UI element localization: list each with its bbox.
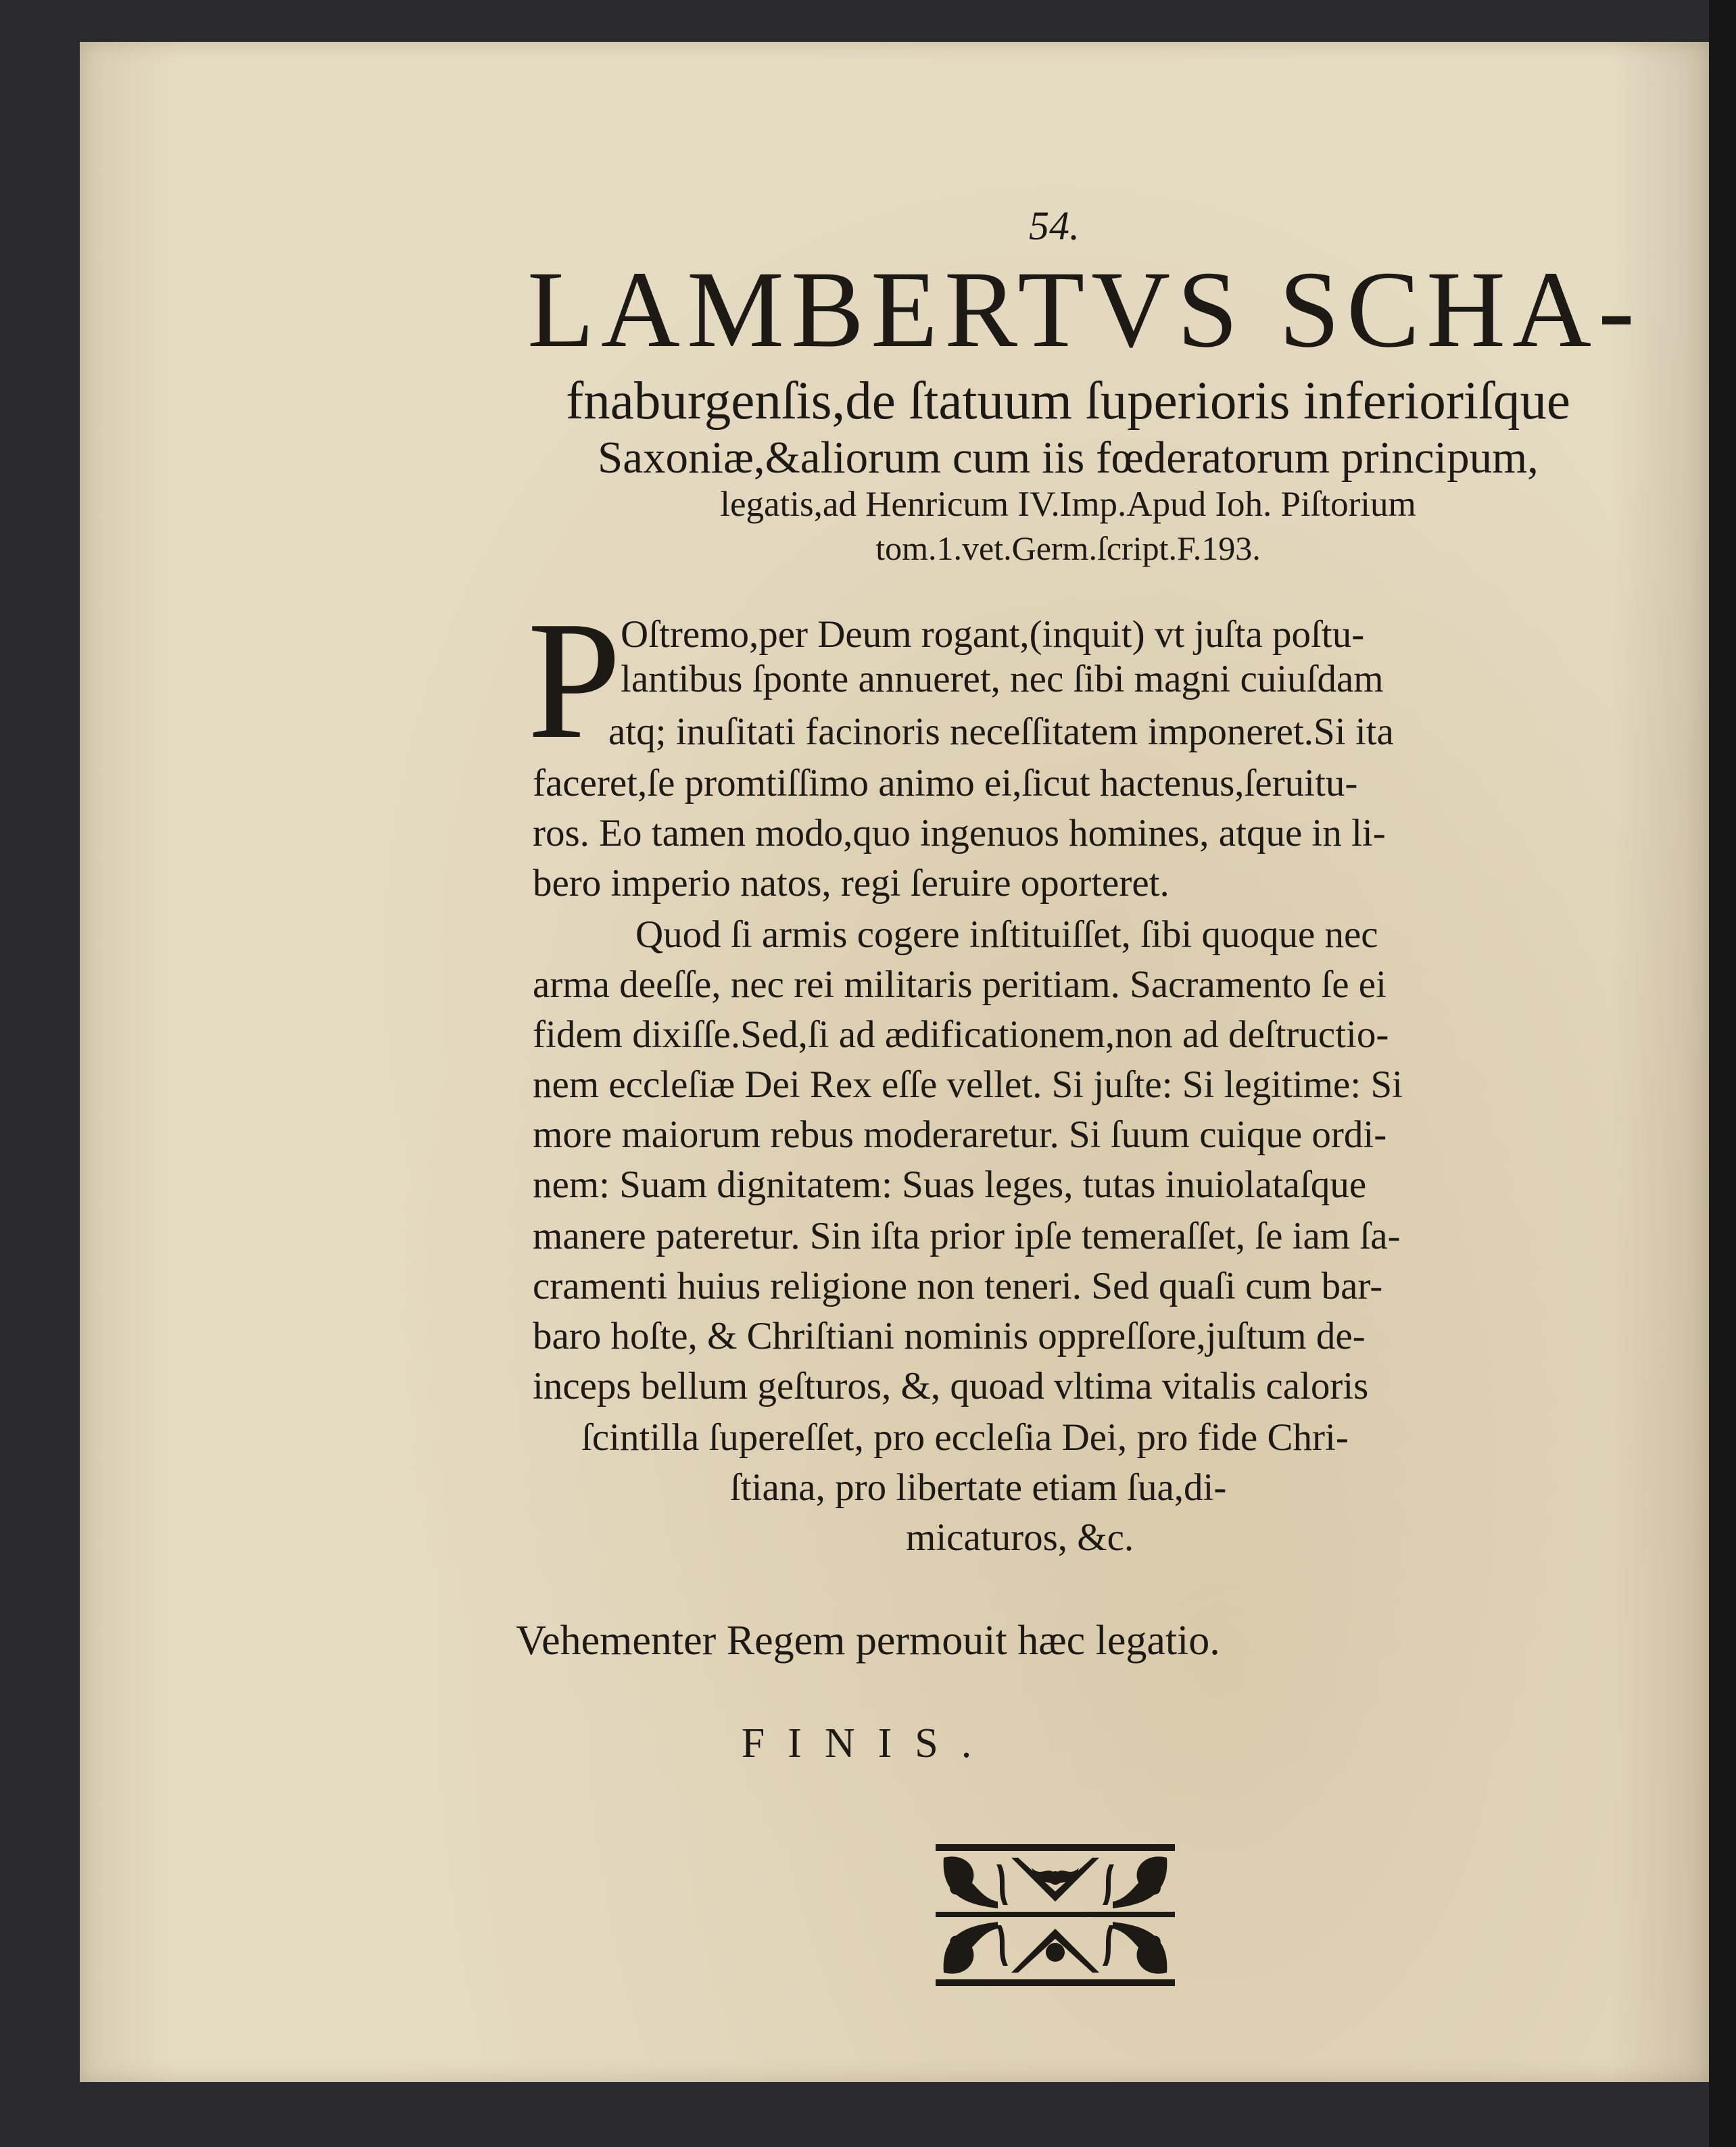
body-line: manere pateretur. Sin iſta prior ipſe temeraſſet, ſe iam ſa-	[533, 1215, 1401, 1257]
body-line: Quod ſi armis cogere inſtituiſſet, ſibi quoque nec	[635, 913, 1378, 956]
heading-line-2: Saxoniæ,&aliorum cum iis fœderatorum principum,	[598, 433, 1539, 483]
body-line: Oſtremo,per Deum rogant,(inquit) vt juſta poſtu-	[621, 613, 1365, 656]
body-line: atq; inuſitati facinoris neceſſitatem imponeret.Si ita	[608, 710, 1394, 753]
body-line: bero imperio natos, regi ſeruire oporteret.	[533, 862, 1170, 904]
body-line: micaturos, &c.	[906, 1516, 1134, 1559]
body-line: nem: Suam dignitatem: Suas leges, tutas inuiolataſque	[533, 1163, 1367, 1206]
body-line: ſtiana, pro libertate etiam ſua,di-	[730, 1466, 1227, 1509]
body-line: ſcintilla ſupereſſet, pro eccleſia Dei, pro fide Chri-	[581, 1416, 1349, 1459]
body-line: ros. Eo tamen modo,quo ingenuos homines, atque in li-	[533, 812, 1386, 854]
page-number: 54.	[1029, 203, 1080, 248]
body-line: more maiorum rebus moderaretur. Si ſuum cuique ordi-	[533, 1113, 1387, 1156]
body-line: lantibus ſponte annueret, nec ſibi magni cuiuſdam	[621, 658, 1384, 700]
drop-cap: P	[527, 587, 622, 774]
printer-ornament-icon	[930, 1837, 1180, 1993]
body-line: cramenti huius religione non teneri. Sed quaſi cum bar-	[533, 1265, 1383, 1307]
heading-line-4: tom.1.vet.Germ.ſcript.F.193.	[875, 529, 1261, 567]
heading-title: LAMBERTVS SCHA-	[527, 249, 1641, 370]
closing-line: Vehementer Regem permouit hæc legatio.	[516, 1618, 1220, 1664]
scan-background-edge	[1709, 0, 1736, 2147]
body-line: faceret,ſe promtiſſimo animo ei,ſicut hactenus,ſeruitu-	[533, 762, 1358, 804]
body-line: inceps bellum geſturos, &, quoad vltima vitalis caloris	[533, 1365, 1369, 1407]
finis: FINIS.	[741, 1720, 995, 1766]
body-line: baro hoſte, & Chriſtiani nominis oppreſſore,juſtum de-	[533, 1315, 1366, 1357]
heading-line-3: legatis,ad Henricum IV.Imp.Apud Ioh. Piſtorium	[720, 485, 1416, 524]
body-line: fidem dixiſſe.Sed,ſi ad ædificationem,non ad deſtructio-	[533, 1013, 1389, 1056]
heading-line-1: fnaburgenſis,de ſtatuum ſuperioris inferioriſque	[566, 372, 1570, 431]
body-line: nem eccleſiæ Dei Rex eſſe vellet. Si juſte: Si legitime: Si	[533, 1063, 1403, 1106]
body-line: arma deeſſe, nec rei militaris peritiam. Sacramento ſe ei	[533, 963, 1387, 1006]
